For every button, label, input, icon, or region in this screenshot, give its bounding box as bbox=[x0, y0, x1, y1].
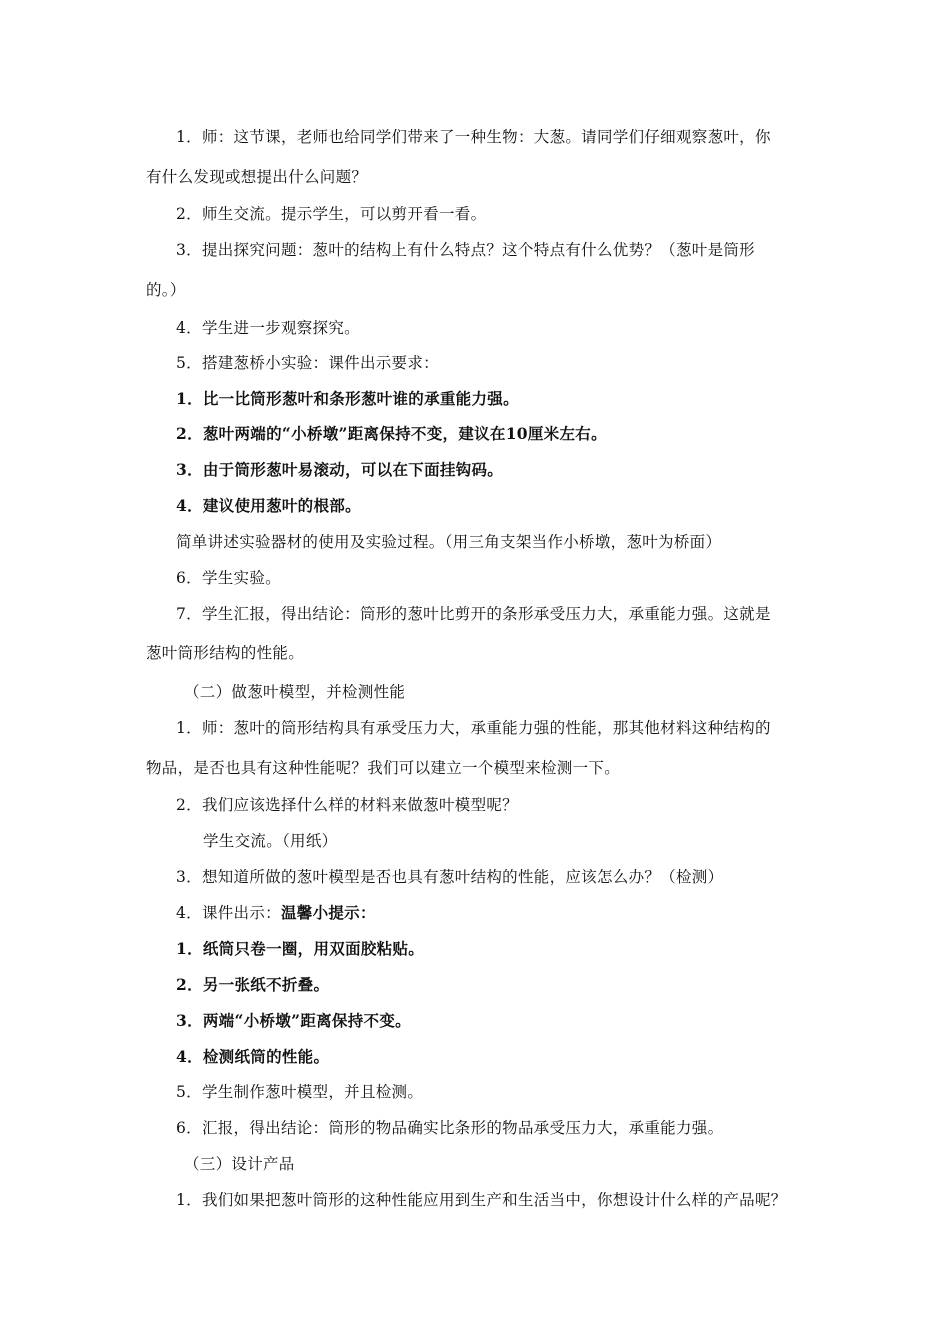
requirement-item: 1．比一比筒形葱叶和条形葱叶谁的承重能力强。 bbox=[176, 389, 519, 408]
paragraph-line: 有什么发现或想提出什么问题？ bbox=[146, 168, 368, 186]
paragraph-line: 1．师：这节课，老师也给同学们带来了一种生物：大葱。请同学们仔细观察葱叶，你 bbox=[176, 128, 771, 146]
tip-item: 4．检测纸筒的性能。 bbox=[176, 1047, 330, 1066]
tip-item: 2．另一张纸不折叠。 bbox=[176, 975, 330, 994]
paragraph-line: 2．师生交流。提示学生，可以剪开看一看。 bbox=[176, 205, 487, 223]
paragraph-line: 3．提出探究问题：葱叶的结构上有什么特点？这个特点有什么优势？（葱叶是筒形 bbox=[176, 241, 755, 259]
paragraph-line: 1．我们如果把葱叶筒形的这种性能应用到生产和生活当中，你想设计什么样的产品呢？ bbox=[176, 1191, 787, 1209]
paragraph-line: 4．学生进一步观察探究。 bbox=[176, 319, 360, 337]
section-heading: （三）设计产品 bbox=[184, 1155, 295, 1173]
tip-item: 1．纸筒只卷一圈，用双面胶粘贴。 bbox=[176, 939, 425, 958]
paragraph-line: 5．学生制作葱叶模型，并且检测。 bbox=[176, 1083, 424, 1101]
paragraph-line: 葱叶筒形结构的性能。 bbox=[146, 644, 305, 662]
paragraph-line: 6．学生实验。 bbox=[176, 569, 281, 587]
paragraph-line: 学生交流。（用纸） bbox=[203, 832, 338, 850]
paragraph-line: 6．汇报，得出结论：筒形的物品确实比条形的物品承受压力大，承重能力强。 bbox=[176, 1119, 724, 1137]
requirement-item: 3．由于筒形葱叶易滚动，可以在下面挂钩码。 bbox=[176, 460, 504, 479]
requirement-item: 4．建议使用葱叶的根部。 bbox=[176, 496, 361, 515]
paragraph-line: 7．学生汇报，得出结论：筒形的葱叶比剪开的条形承受压力大，承重能力强。这就是 bbox=[176, 605, 771, 623]
section-heading: （二）做葱叶模型，并检测性能 bbox=[184, 683, 406, 701]
paragraph-line: 5．搭建葱桥小实验：课件出示要求： bbox=[176, 354, 439, 372]
paragraph-line: 简单讲述实验器材的使用及实验过程。（用三角支架当作小桥墩，葱叶为桥面） bbox=[176, 533, 722, 551]
paragraph-line: 3．想知道所做的葱叶模型是否也具有葱叶结构的性能，应该怎么办？（检测） bbox=[176, 868, 724, 886]
tip-title: 温馨小提示： bbox=[280, 903, 376, 922]
paragraph-line: 物品，是否也具有这种性能呢？我们可以建立一个模型来检测一下。 bbox=[146, 759, 621, 777]
tip-item: 3．两端“小桥墩”距离保持不变。 bbox=[176, 1011, 411, 1030]
paragraph-line bbox=[176, 903, 376, 923]
courseware-label: 4．课件出示： bbox=[176, 904, 281, 922]
paragraph-line: 的。） bbox=[146, 281, 186, 299]
requirement-item: 2．葱叶两端的“小桥墩”距离保持不变，建议在10厘米左右。 bbox=[176, 424, 607, 443]
paragraph-line: 2．我们应该选择什么样的材料来做葱叶模型呢？ bbox=[176, 796, 518, 814]
paragraph-line: 1．师：葱叶的筒形结构具有承受压力大，承重能力强的性能，那其他材料这种结构的 bbox=[176, 719, 771, 737]
